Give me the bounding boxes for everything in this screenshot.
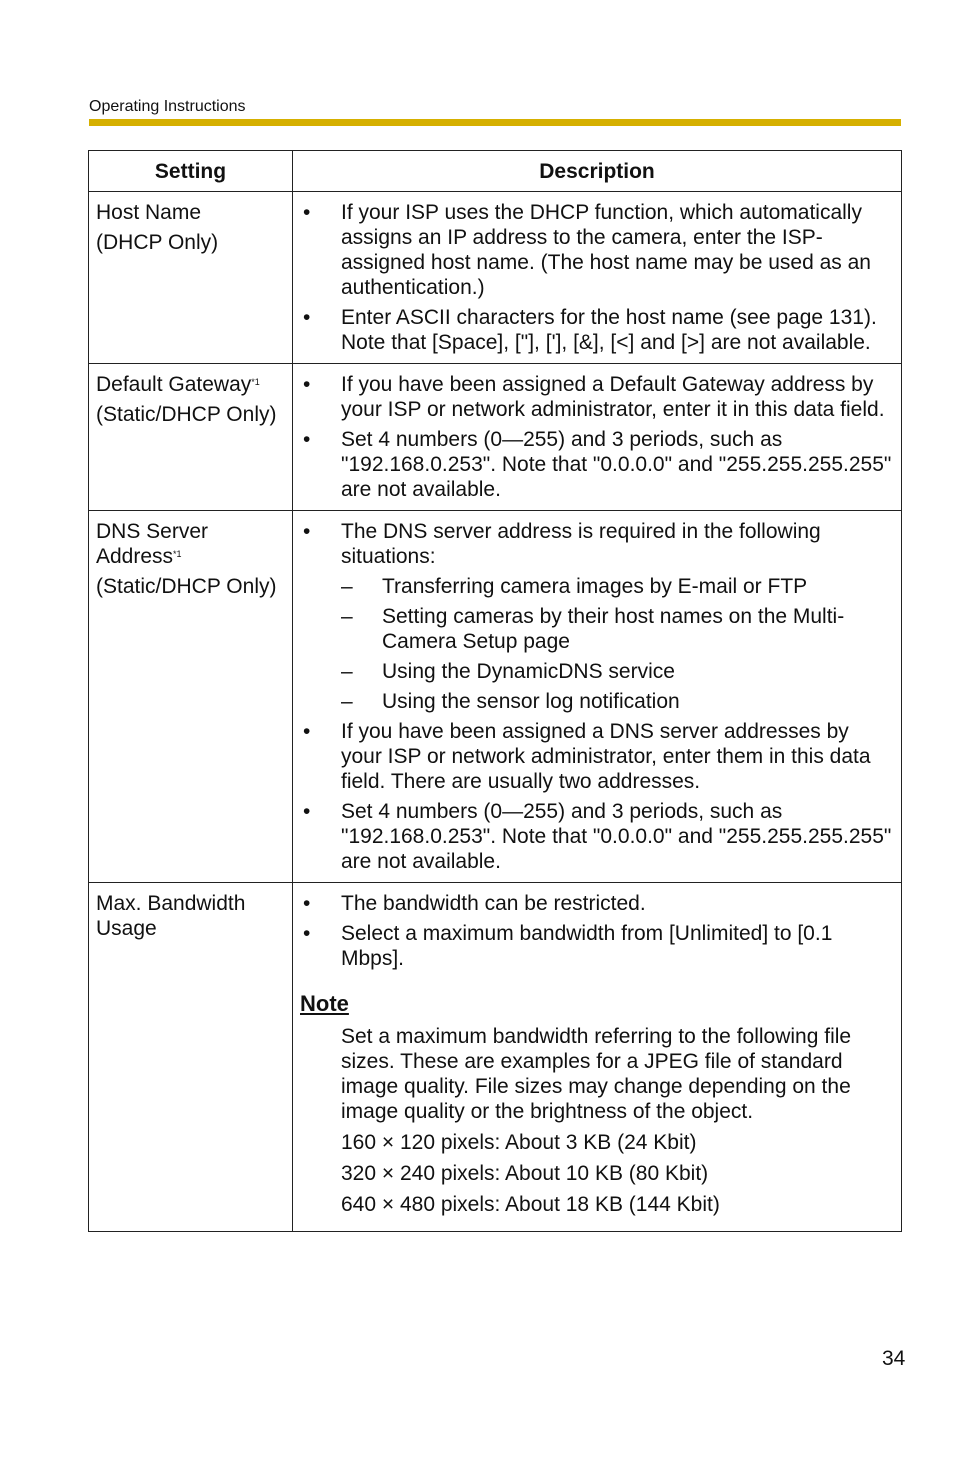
bullet-text: If your ISP uses the DHCP function, which automatically assigns an IP address to the camera, enter the ISP-assigned host name. (The host name may be used as an authentication.) bbox=[341, 201, 871, 299]
note-size-line: 160 × 120 pixels: About 3 KB (24 Kbit) bbox=[341, 1131, 697, 1154]
setting-qualifier: (DHCP Only) bbox=[96, 231, 219, 254]
settings-table bbox=[88, 150, 902, 1232]
footnote-marker: *1 bbox=[173, 549, 182, 559]
note-heading: Note bbox=[300, 991, 349, 1016]
description-cell bbox=[293, 192, 902, 364]
bullet-text: The DNS server address is required in the following situations: bbox=[341, 520, 821, 568]
dash-icon: – bbox=[341, 660, 353, 683]
setting-cell bbox=[89, 511, 293, 883]
bullet-text: If you have been assigned a Default Gateway address by your ISP or network administrator, enter it in this data field. bbox=[341, 373, 885, 421]
note-size-line: 640 × 480 pixels: About 18 KB (144 Kbit) bbox=[341, 1193, 720, 1216]
setting-qualifier: (Static/DHCP Only) bbox=[96, 575, 277, 598]
bullet-text: Select a maximum bandwidth from [Unlimited] to [0.1 Mbps]. bbox=[341, 922, 833, 970]
dash-icon: – bbox=[341, 605, 353, 628]
sub-item-text: Using the sensor log notification bbox=[382, 690, 680, 713]
bullet-icon: • bbox=[303, 720, 311, 743]
setting-cell bbox=[89, 883, 293, 1232]
dash-icon: – bbox=[341, 690, 353, 713]
bullet-icon: • bbox=[303, 373, 311, 396]
description-cell bbox=[293, 883, 902, 1232]
sub-item-text: Setting cameras by their host names on the Multi-Camera Setup page bbox=[382, 605, 845, 653]
setting-name: DNS Server bbox=[96, 520, 209, 543]
dash-icon: – bbox=[341, 575, 353, 598]
bullet-text: Set 4 numbers (0—255) and 3 periods, such as "192.168.0.253". Note that "0.0.0.0" and "255.255.255.255" are not available. bbox=[341, 800, 892, 873]
list-item bbox=[300, 427, 895, 502]
bullet-icon: • bbox=[303, 201, 311, 224]
page-number: 34 bbox=[882, 1347, 906, 1370]
setting-name: Host Name bbox=[96, 201, 202, 224]
bullet-text: Set 4 numbers (0—255) and 3 periods, such as "192.168.0.253". Note that "0.0.0.0" and "255.255.255.255" are not available. bbox=[341, 428, 892, 501]
bullet-icon: • bbox=[303, 800, 311, 823]
setting-name: Default Gateway bbox=[96, 373, 252, 396]
sub-item-text: Using the DynamicDNS service bbox=[382, 660, 675, 683]
list-item bbox=[300, 799, 895, 874]
bullet-icon: • bbox=[303, 428, 311, 451]
note-text: Set a maximum bandwidth referring to the following file sizes. These are examples for a JPEG file of standard image quality. File sizes may change depending on the image quality or the brightness of the object. bbox=[341, 1025, 852, 1123]
list-item bbox=[300, 372, 895, 422]
table-row bbox=[89, 883, 902, 1232]
bullet-icon: • bbox=[303, 892, 311, 915]
table-row bbox=[89, 511, 902, 883]
list-item bbox=[300, 200, 895, 300]
description-cell bbox=[293, 511, 902, 883]
bullet-icon: • bbox=[303, 922, 311, 945]
setting-name-cont: Address bbox=[96, 545, 174, 568]
bullet-text: Enter ASCII characters for the host name (see page 131). Note that [Space], ["], ['], [&], [<] and [>] are not available. bbox=[341, 306, 877, 354]
setting-name: Max. Bandwidth Usage bbox=[96, 892, 246, 940]
setting-qualifier: (Static/DHCP Only) bbox=[96, 403, 277, 426]
sub-item-text: Transferring camera images by E-mail or FTP bbox=[382, 575, 808, 598]
list-item bbox=[300, 921, 895, 971]
list-item bbox=[300, 519, 895, 714]
sub-list-item bbox=[341, 574, 895, 599]
bullet-text: If you have been assigned a DNS server addresses by your ISP or network administrator, enter them in this data field. There are usually two addresses. bbox=[341, 720, 871, 793]
note-size-line: 320 × 240 pixels: About 10 KB (80 Kbit) bbox=[341, 1162, 709, 1185]
footnote-marker: *1 bbox=[251, 377, 260, 387]
list-item bbox=[300, 719, 895, 794]
table-header-row bbox=[89, 151, 902, 192]
header-rule bbox=[89, 119, 901, 126]
bullet-text: The bandwidth can be restricted. bbox=[341, 892, 646, 915]
running-header: Operating Instructions bbox=[89, 98, 246, 115]
table-row bbox=[89, 192, 902, 364]
table-row bbox=[89, 364, 902, 511]
sub-list-item bbox=[341, 689, 895, 714]
bullet-icon: • bbox=[303, 520, 311, 543]
sub-list-item bbox=[341, 604, 895, 654]
sub-list-item bbox=[341, 659, 895, 684]
list-item bbox=[300, 891, 895, 916]
column-header-description: Description bbox=[293, 151, 902, 192]
bullet-icon: • bbox=[303, 306, 311, 329]
note-body bbox=[300, 1024, 895, 1217]
setting-cell bbox=[89, 364, 293, 511]
column-header-setting: Setting bbox=[89, 151, 293, 192]
description-cell bbox=[293, 364, 902, 511]
setting-cell bbox=[89, 192, 293, 364]
list-item bbox=[300, 305, 895, 355]
